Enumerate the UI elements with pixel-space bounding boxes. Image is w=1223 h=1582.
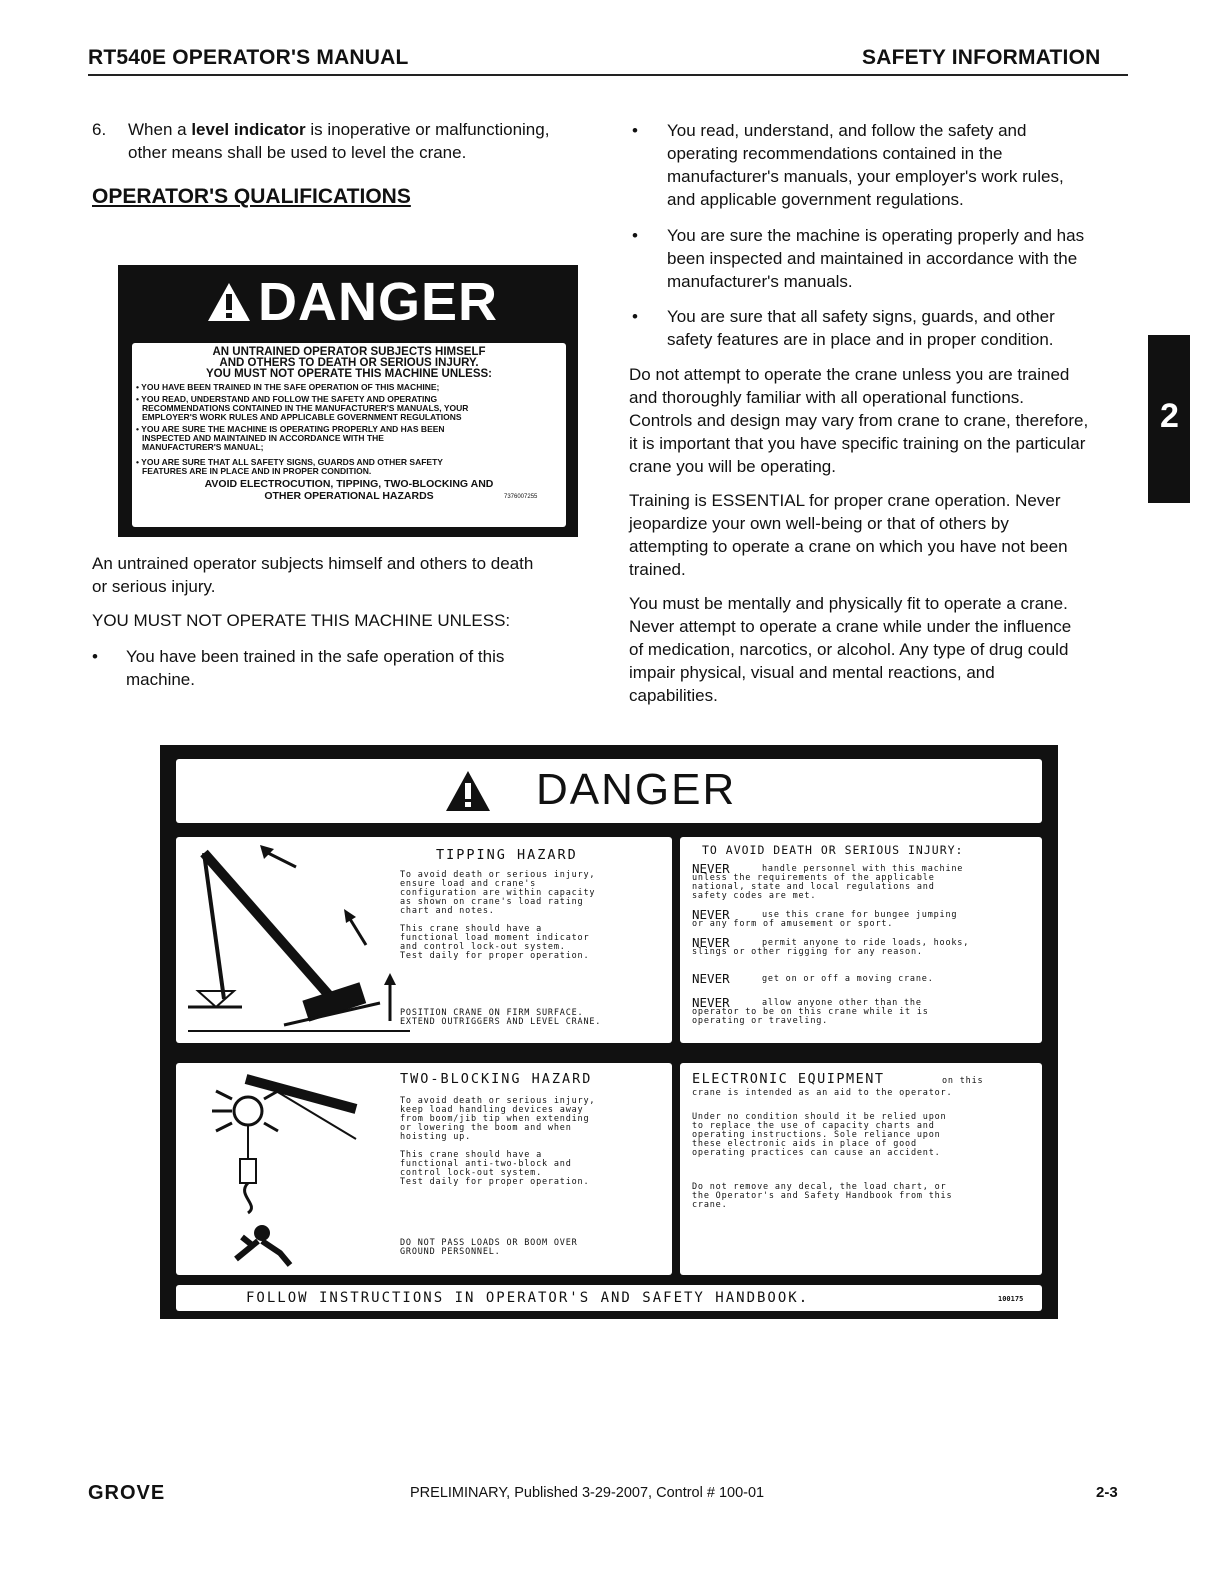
two-blocking-text: To avoid death or serious injury, — [400, 1096, 596, 1106]
bullet-signs-l2: safety features are in place and in proper condition. — [667, 330, 1054, 349]
decal-text-panel — [132, 343, 566, 527]
tipping-text: configuration are within capacity — [400, 888, 596, 898]
two-blocking-text: or lowering the boom and when — [400, 1123, 572, 1133]
bullet-read-l3: manufacturer's manuals, your employer's work rules, — [667, 167, 1064, 186]
never-label: NEVER — [692, 971, 730, 986]
never-text: national, state and local regulations and — [692, 882, 935, 892]
decal-line: AND OTHERS TO DEATH OR SERIOUS INJURY. — [219, 357, 479, 369]
para-training-l1: Training is ESSENTIAL for proper crane operation. Never — [629, 491, 1061, 510]
warning-triangle-icon — [206, 281, 252, 323]
para-attempt-l1: Do not attempt to operate the crane unless you are trained — [629, 365, 1070, 384]
bullet-trained-l2: machine. — [126, 670, 195, 689]
two-blocking-text: GROUND PERSONNEL. — [400, 1247, 501, 1257]
para-training-l2: jeopardize your own well-being or that of others by — [629, 514, 1009, 533]
never-text: use this crane for bungee jumping — [762, 910, 958, 920]
decal-danger-title: DANGER — [536, 765, 737, 814]
tipping-hazard-panel — [176, 837, 672, 1043]
never-label: NEVER — [692, 861, 730, 876]
decal-bullet: EMPLOYER'S WORK RULES AND APPLICABLE GOVERNMENT REGULATIONS — [142, 412, 462, 422]
decal-bullet: MANUFACTURER'S MANUAL; — [142, 442, 264, 452]
decal-line: OTHER OPERATIONAL HAZARDS — [264, 490, 434, 502]
two-blocking-panel — [176, 1063, 672, 1275]
item-6-text-line2: other means shall be used to level the crane. — [128, 143, 467, 162]
item-6-number: 6. — [92, 120, 107, 139]
decal-code: 7376007255 — [504, 494, 538, 500]
two-blocking-icon — [206, 1069, 366, 1267]
tipping-text: as shown on crane's load rating — [400, 897, 584, 907]
decal-code: 100175 — [998, 1295, 1024, 1303]
bullet-operating-l3: manufacturer's manuals. — [667, 272, 853, 291]
electronic-text: operating instructions. Sole reliance upon — [692, 1130, 941, 1140]
never-text: slings or other rigging for any reason. — [692, 947, 923, 957]
two-blocking-text: Test daily for proper operation. — [400, 1177, 590, 1187]
decal-line: AN UNTRAINED OPERATOR SUBJECTS HIMSELF — [212, 346, 486, 358]
never-text: safety codes are met. — [692, 891, 817, 901]
para-attempt-l5: crane you will be operating. — [629, 457, 836, 476]
never-text: operator to be on this crane while it is — [692, 1007, 929, 1017]
tipping-text: To avoid death or serious injury, — [400, 870, 596, 880]
avoid-death-panel — [680, 837, 1042, 1043]
two-blocking-text: functional anti-two-block and — [400, 1159, 572, 1169]
never-text: handle personnel with this machine — [762, 864, 964, 874]
warning-triangle-icon — [444, 769, 492, 813]
para-training-l4: trained. — [629, 560, 686, 579]
tipping-text: and control lock-out system. — [400, 942, 566, 952]
decal-bullet: INSPECTED AND MAINTAINED IN ACCORDANCE WITH THE — [142, 433, 384, 443]
decal-bullet: RECOMMENDATIONS CONTAINED IN THE MANUFACTURER'S MANUALS, YOUR — [142, 403, 469, 413]
chapter-number: 2 — [1160, 397, 1179, 435]
two-blocking-text: from boom/jib tip when extending — [400, 1114, 590, 1124]
electronic-text: Do not remove any decal, the load chart, or — [692, 1182, 947, 1192]
tipping-text: functional load moment indicator — [400, 933, 590, 943]
electronic-title: ELECTRONIC EQUIPMENT — [692, 1071, 885, 1087]
bullet-read-l1: You read, understand, and follow the safety and — [667, 121, 1027, 140]
electronic-text: crane. — [692, 1200, 728, 1210]
decal-line: AVOID ELECTROCUTION, TIPPING, TWO-BLOCKING AND — [204, 478, 494, 490]
decal-bullet: FEATURES ARE IN PLACE AND IN PROPER CONDITION. — [142, 466, 372, 476]
never-text: get on or off a moving crane. — [762, 974, 934, 984]
tipping-text: POSITION CRANE ON FIRM SURFACE. — [400, 1008, 584, 1018]
electronic-equipment-panel — [680, 1063, 1042, 1275]
decal-title-panel — [176, 759, 1042, 823]
footer-publication: PRELIMINARY, Published 3-29-2007, Control # 100-01 — [410, 1485, 765, 1501]
decal-follow-strip — [176, 1285, 1042, 1311]
para-fit-l2: Never attempt to operate a crane while under the influence — [629, 617, 1072, 636]
bullet-marker: • — [92, 647, 98, 666]
avoid-title: TO AVOID DEATH OR SERIOUS INJURY: — [702, 843, 964, 857]
bullet-operating-l1: You are sure the machine is operating properly and has — [667, 226, 1085, 245]
two-blocking-text: keep load handling devices away — [400, 1105, 584, 1115]
never-text: or any form of amusement or sport. — [692, 919, 894, 929]
manual-title: RT540E OPERATOR'S MANUAL — [88, 46, 409, 69]
para-training-l3: attempting to operate a crane on which you have not been — [629, 537, 1068, 556]
tipping-title: TIPPING HAZARD — [436, 847, 578, 863]
never-label: NEVER — [692, 907, 730, 922]
decal-line: YOU MUST NOT OPERATE THIS MACHINE UNLESS: — [205, 368, 493, 380]
electronic-text: to replace the use of capacity charts and — [692, 1121, 935, 1131]
decal-danger-title: DANGER — [258, 272, 499, 332]
tipping-text: ensure load and crane's — [400, 879, 537, 889]
decal-bullet: • YOU READ, UNDERSTAND AND FOLLOW THE SAFETY AND OPERATING — [136, 394, 438, 404]
crane-tipping-icon — [184, 841, 414, 1037]
bullet-marker: • — [632, 226, 638, 245]
danger-decal-small — [118, 265, 578, 537]
electronic-text: the Operator's and Safety Handbook from this — [692, 1191, 953, 1201]
para-fit-l1: You must be mentally and physically fit to operate a crane. — [629, 594, 1068, 613]
decal-bullet: • YOU ARE SURE THE MACHINE IS OPERATING PROPERLY AND HAS BEEN — [136, 424, 445, 434]
bullet-marker: • — [632, 121, 638, 140]
danger-decal-large — [160, 745, 1058, 1319]
para-fit-l3: of medication, narcotics, or alcohol. Any type of drug could — [629, 640, 1069, 659]
never-text: operating or traveling. — [692, 1016, 829, 1026]
two-blocking-text: hoisting up. — [400, 1132, 472, 1142]
electronic-text: Under no condition should it be relied upon — [692, 1112, 947, 1122]
section-title: OPERATOR'S QUALIFICATIONS — [92, 185, 411, 208]
electronic-text: operating practices can cause an accident. — [692, 1148, 941, 1158]
para-fit-l5: capabilities. — [629, 686, 718, 705]
header-rule — [88, 74, 1128, 76]
page-number: 2-3 — [1096, 1484, 1118, 1501]
tipping-text: This crane should have a — [400, 924, 543, 934]
electronic-text: crane is intended as an aid to the operator. — [692, 1088, 953, 1098]
decal-bullet: • YOU HAVE BEEN TRAINED IN THE SAFE OPERATION OF THIS MACHINE; — [136, 382, 440, 392]
bullet-trained-l1: You have been trained in the safe operation of this — [126, 647, 505, 666]
two-blocking-text: This crane should have a — [400, 1150, 543, 1160]
follow-instructions: FOLLOW INSTRUCTIONS IN OPERATOR'S AND SAFETY HANDBOOK. — [246, 1290, 810, 1306]
bullet-signs-l1: You are sure that all safety signs, guards, and other — [667, 307, 1055, 326]
para-attempt-l4: it is important that you have specific training on the particular — [629, 434, 1086, 453]
two-blocking-text: DO NOT PASS LOADS OR BOOM OVER — [400, 1238, 578, 1248]
never-text: unless the requirements of the applicable — [692, 873, 935, 883]
never-label: NEVER — [692, 935, 730, 950]
tipping-text: chart and notes. — [400, 906, 495, 916]
para-must-not: YOU MUST NOT OPERATE THIS MACHINE UNLESS: — [92, 611, 511, 630]
electronic-text: these electronic aids in place of good — [692, 1139, 917, 1149]
tipping-text: Test daily for proper operation. — [400, 951, 590, 961]
bullet-read-l2: operating recommendations contained in the — [667, 144, 1003, 163]
para-attempt-l3: Controls and design may vary from crane to crane, therefore, — [629, 411, 1089, 430]
decal-bullet: • YOU ARE SURE THAT ALL SAFETY SIGNS, GUARDS AND OTHER SAFETY — [136, 457, 443, 467]
bullet-operating-l2: been inspected and maintained in accordance with the — [667, 249, 1078, 268]
para-fit-l4: impair physical, visual and mental reactions, and — [629, 663, 995, 682]
two-blocking-title: TWO-BLOCKING HAZARD — [400, 1071, 593, 1087]
para-untrained-l1: An untrained operator subjects himself and others to death — [92, 554, 534, 573]
tipping-text: EXTEND OUTRIGGERS AND LEVEL CRANE. — [400, 1017, 602, 1027]
para-attempt-l2: and thoroughly familiar with all operational functions. — [629, 388, 1025, 407]
never-text: allow anyone other than the — [762, 998, 922, 1008]
bullet-marker: • — [632, 307, 638, 326]
chapter-tab — [1148, 335, 1190, 503]
never-label: NEVER — [692, 995, 730, 1010]
item-6-text: When a level indicator is inoperative or malfunctioning, — [128, 120, 550, 139]
electronic-text: on this — [942, 1076, 984, 1086]
bullet-read-l4: and applicable government regulations. — [667, 190, 964, 209]
section-header: SAFETY INFORMATION — [862, 46, 1101, 69]
two-blocking-text: control lock-out system. — [400, 1168, 543, 1178]
brand-logo: GROVE — [88, 1482, 166, 1504]
para-untrained-l2: or serious injury. — [92, 577, 216, 596]
never-text: permit anyone to ride loads, hooks, — [762, 938, 970, 948]
